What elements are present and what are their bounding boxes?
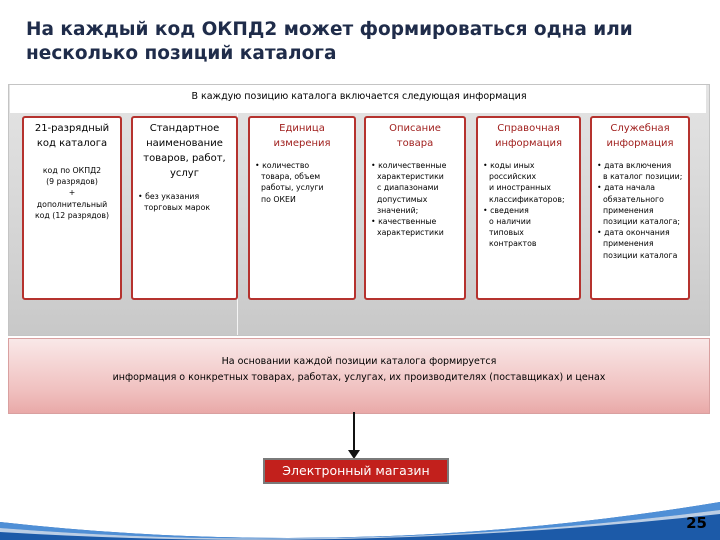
arrow-connector — [353, 412, 355, 452]
column-reference — [476, 116, 581, 300]
column-heading-line: информация — [494, 138, 563, 149]
column-description — [364, 116, 466, 300]
bullet-item — [482, 205, 575, 250]
bullet-text: работы, услуги — [261, 183, 324, 193]
bullet-text: дата включения — [604, 161, 672, 170]
bullet-text: характеристики — [377, 228, 444, 238]
slide-title-line-2: несколько позиций каталога — [26, 43, 337, 64]
summary-line-1: На основании каждой позиции каталога формируется — [221, 356, 497, 367]
column-body — [592, 160, 688, 261]
bullet-text: торговых марок — [144, 203, 211, 213]
column-body — [133, 191, 236, 213]
bullet-text: обязательного — [603, 194, 664, 204]
bullet-text: применения — [603, 205, 654, 215]
summary-text — [9, 354, 709, 386]
bullet-text: без указания — [145, 192, 200, 201]
column-body — [24, 165, 120, 221]
column-heading-line: Единица — [279, 123, 325, 134]
bullet-text: характеристики — [377, 172, 444, 182]
page-number: 25 — [686, 514, 707, 532]
column-body — [478, 160, 579, 250]
column-body-line: + — [68, 188, 76, 198]
bullet-text: товара, объем — [261, 172, 321, 182]
column-heading-line: Стандартное — [149, 123, 220, 134]
bullet-text: значений; — [377, 205, 419, 215]
bullet-item — [596, 182, 684, 227]
slide-title — [26, 18, 706, 66]
summary-line-2: информация о конкретных товарах, работах, услугах, их производителях (поставщиках) и ценах — [112, 372, 606, 383]
bullet-text: и иностранных — [489, 183, 552, 193]
column-unit — [248, 116, 356, 300]
column-heading — [133, 118, 236, 181]
bullet-item — [482, 160, 575, 205]
bullet-item — [370, 160, 460, 216]
column-heading-line: 21-разрядный — [34, 123, 110, 134]
bullet-text: качественные — [378, 217, 437, 227]
column-catalog-code — [22, 116, 122, 300]
bullet-item — [137, 191, 232, 213]
column-heading-line: код каталога — [36, 138, 108, 149]
column-heading-line: Описание — [389, 123, 441, 134]
column-heading-line: наименование — [146, 138, 223, 149]
column-body-line: код по ОКПД2 — [42, 166, 102, 175]
column-heading — [250, 118, 354, 151]
panel-heading: В каждую позицию каталога включается следующая информация — [191, 91, 527, 102]
bullet-text: количество — [262, 161, 310, 170]
bullet-text: российских — [489, 172, 537, 182]
column-heading-line: товаров, работ, — [143, 153, 226, 164]
bullet-item — [370, 216, 460, 238]
bullet-text: по ОКЕИ — [261, 194, 296, 204]
bullet-text: о наличии — [489, 217, 531, 227]
column-body-line: (9 разрядов) — [46, 177, 98, 187]
bullet-text: дата окончания — [604, 228, 670, 238]
bullet-text: позиции каталога; — [603, 217, 681, 227]
column-heading — [592, 118, 688, 151]
column-standard-name — [131, 116, 238, 300]
bullet-text: дата начала — [604, 183, 656, 193]
footer-swoosh — [0, 492, 720, 540]
summary-box — [8, 338, 710, 414]
bullet-text: с диапазонами — [377, 183, 439, 193]
bullet-text: сведения — [490, 205, 529, 215]
column-heading-line: измерения — [273, 138, 331, 149]
column-body — [366, 160, 464, 238]
column-heading — [366, 118, 464, 151]
bullet-text: количественные — [378, 161, 447, 170]
bullet-text: допустимых — [377, 194, 428, 204]
column-body-line: код (12 разрядов) — [34, 210, 110, 220]
bullet-item — [596, 160, 684, 182]
column-body — [250, 160, 354, 205]
bullet-text: классификаторов; — [489, 194, 565, 204]
bullet-text: коды иных — [490, 161, 535, 170]
column-heading-line: Справочная — [497, 123, 560, 134]
bullet-text: позиции каталога — [603, 250, 678, 260]
bullet-item — [254, 160, 350, 205]
bullet-text: контрактов — [489, 239, 537, 249]
column-heading — [24, 118, 120, 151]
column-body-line: дополнительный — [36, 199, 108, 209]
slide-title-line-1: На каждый код ОКПД2 может формироваться одна или — [26, 19, 633, 40]
column-heading-line: Служебная — [610, 123, 670, 134]
column-heading-line: товара — [396, 138, 434, 149]
column-heading-line: информация — [606, 138, 674, 149]
bullet-text: применения — [603, 239, 654, 249]
electronic-store-button[interactable]: Электронный магазин — [263, 458, 449, 484]
column-heading-line: услуг — [170, 168, 199, 179]
column-service — [590, 116, 690, 300]
bullet-text: в каталог позиции; — [603, 172, 683, 182]
column-heading — [478, 118, 579, 151]
bullet-item — [596, 227, 684, 261]
bullet-text: типовых — [489, 228, 524, 238]
